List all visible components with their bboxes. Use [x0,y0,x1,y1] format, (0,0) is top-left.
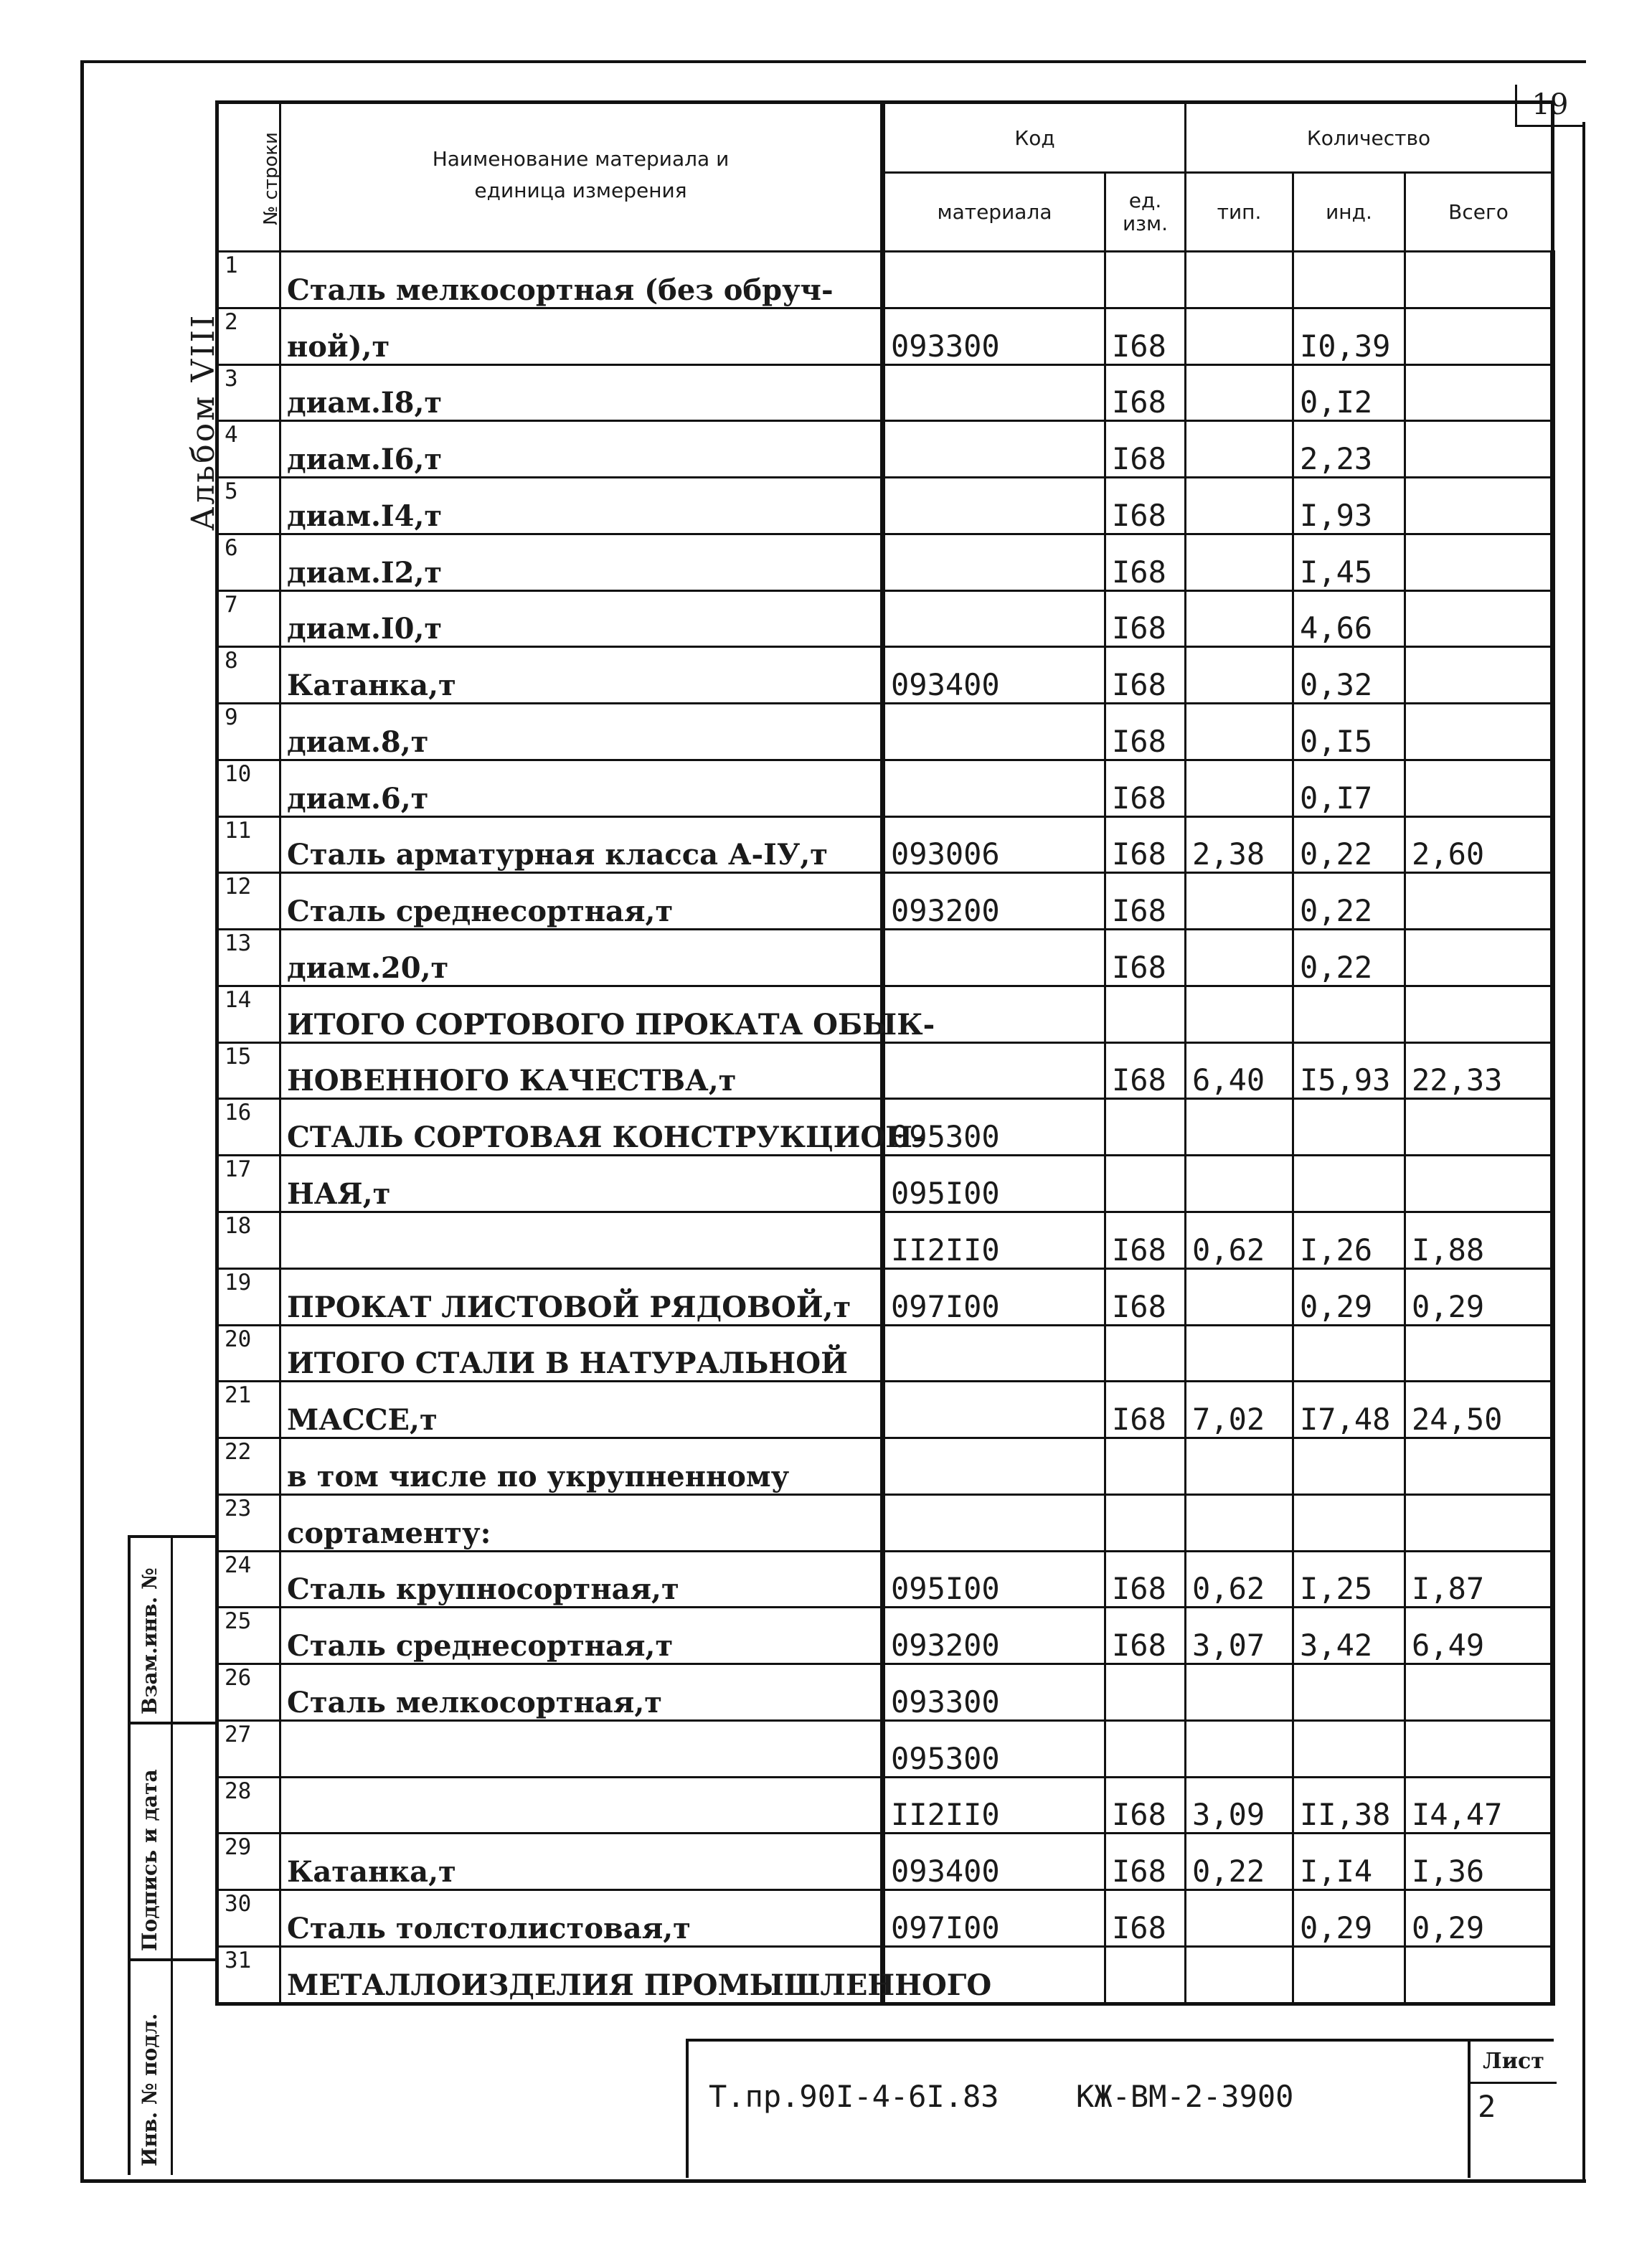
qty-typ [1186,986,1293,1042]
qty-typ [1186,1494,1293,1551]
material-code [883,760,1105,816]
qty-total: 24,50 [1405,1382,1553,1438]
material-code [883,421,1105,478]
unit-code: I68 [1105,1382,1186,1438]
material-name: диам.I2,т [280,534,883,590]
qty-typ [1186,1156,1293,1212]
material-name: Сталь толстолистовая,т [280,1890,883,1947]
table-row [217,1777,1553,1834]
table-row [217,534,1553,590]
table-row [217,704,1553,760]
qty-total [1405,1720,1553,1777]
unit-code [1105,1156,1186,1212]
material-name: ной),т [280,308,883,364]
material-code [883,1494,1105,1551]
stamp-inv-podl: Инв. № подл. [138,2013,161,2166]
table-row [217,1156,1553,1212]
qty-total [1405,534,1553,590]
table-row [217,1720,1553,1777]
qty-typ [1186,873,1293,930]
table-row [217,364,1553,421]
qty-ind: 2,23 [1293,421,1405,478]
qty-typ [1186,760,1293,816]
qty-total [1405,760,1553,816]
unit-code: I68 [1105,421,1186,478]
qty-total [1405,421,1553,478]
qty-typ: 3,07 [1186,1608,1293,1664]
qty-ind [1293,1664,1405,1721]
row-number: 9 [217,704,280,760]
header-ind: инд. [1293,173,1405,252]
qty-typ [1186,421,1293,478]
album-label: Альбом VIII [185,313,222,531]
unit-code [1105,1664,1186,1721]
header-material: материала [883,173,1105,252]
qty-typ: 7,02 [1186,1382,1293,1438]
qty-ind: I,I4 [1293,1834,1405,1890]
row-number: 15 [217,1042,280,1099]
qty-typ [1186,478,1293,534]
row-number: 4 [217,421,280,478]
qty-typ [1186,1946,1293,2004]
header-unit: ед. изм. [1105,173,1186,252]
unit-code: I68 [1105,1212,1186,1269]
material-name: ИТОГО СОРТОВОГО ПРОКАТА ОБЫК- [280,986,883,1042]
unit-code: I68 [1105,1834,1186,1890]
header-name: Наименование материала и единица измерения [280,103,883,252]
material-code: 093200 [883,1608,1105,1664]
material-code: II2II0 [883,1212,1105,1269]
material-name: диам.20,т [280,930,883,986]
qty-typ [1186,1438,1293,1495]
material-name: Катанка,т [280,647,883,704]
row-number: 13 [217,930,280,986]
material-name: Сталь среднесортная,т [280,1608,883,1664]
material-name: Сталь арматурная класса А-IУ,т [280,816,883,873]
table-row [217,590,1553,647]
row-number: 27 [217,1720,280,1777]
material-code [883,1325,1105,1382]
material-name: диам.8,т [280,704,883,760]
row-number: 26 [217,1664,280,1721]
qty-typ [1186,704,1293,760]
header-total: Всего [1405,173,1553,252]
qty-typ [1186,534,1293,590]
material-name [280,1720,883,1777]
row-number: 30 [217,1890,280,1947]
qty-total [1405,930,1553,986]
qty-ind: I,26 [1293,1212,1405,1269]
material-code: 093006 [883,816,1105,873]
table-row [217,873,1553,930]
unit-code: I68 [1105,308,1186,364]
qty-ind: I,93 [1293,478,1405,534]
unit-code: I68 [1105,704,1186,760]
qty-typ [1186,1268,1293,1325]
material-code: 095300 [883,1099,1105,1156]
qty-ind: I5,93 [1293,1042,1405,1099]
table-row [217,1834,1553,1890]
qty-typ [1186,647,1293,704]
qty-ind: 0,22 [1293,816,1405,873]
page-frame-right [1582,122,1585,2179]
qty-ind: 0,29 [1293,1268,1405,1325]
table-row [217,1325,1553,1382]
unit-code [1105,252,1186,308]
stamp-vzam-inv: Взам.инв. № [138,1567,161,1714]
header-row-number: № строки [217,103,280,252]
qty-total: I4,47 [1405,1777,1553,1834]
qty-ind [1293,1946,1405,2004]
table-row [217,1664,1553,1721]
title-block [686,2039,1554,2178]
table-row [217,308,1553,364]
qty-total [1405,1946,1553,2004]
material-name: диам.I8,т [280,364,883,421]
table-row [217,1382,1553,1438]
unit-code: I68 [1105,478,1186,534]
row-number: 16 [217,1099,280,1156]
qty-typ [1186,308,1293,364]
unit-code [1105,1438,1186,1495]
unit-code: I68 [1105,364,1186,421]
qty-ind: I7,48 [1293,1382,1405,1438]
qty-total [1405,364,1553,421]
material-name: НАЯ,т [280,1156,883,1212]
material-name [280,1777,883,1834]
material-code [883,478,1105,534]
qty-total [1405,1494,1553,1551]
qty-typ [1186,1720,1293,1777]
material-code: 097I00 [883,1268,1105,1325]
table-row [217,1494,1553,1551]
material-code [883,364,1105,421]
table-row [217,1042,1553,1099]
table-row [217,478,1553,534]
unit-code [1105,1494,1186,1551]
qty-ind [1293,1156,1405,1212]
qty-typ [1186,590,1293,647]
table-row [217,252,1553,308]
row-number: 31 [217,1946,280,2004]
table-row [217,1212,1553,1269]
qty-total: 6,49 [1405,1608,1553,1664]
material-code: 095300 [883,1720,1105,1777]
unit-code: I68 [1105,1890,1186,1947]
qty-typ: 2,38 [1186,816,1293,873]
material-code: 093300 [883,1664,1105,1721]
row-number: 6 [217,534,280,590]
qty-total [1405,1156,1553,1212]
material-code [883,930,1105,986]
unit-code [1105,986,1186,1042]
material-name: Сталь мелкосортная,т [280,1664,883,1721]
qty-total: I,88 [1405,1212,1553,1269]
row-number: 5 [217,478,280,534]
table-row [217,760,1553,816]
material-name: в том числе по укрупненному [280,1438,883,1495]
qty-ind [1293,1325,1405,1382]
qty-ind: 3,42 [1293,1608,1405,1664]
row-number: 28 [217,1777,280,1834]
qty-ind: 0,I7 [1293,760,1405,816]
material-code [883,1042,1105,1099]
row-number: 22 [217,1438,280,1495]
row-number: 11 [217,816,280,873]
qty-typ: 0,62 [1186,1551,1293,1608]
qty-total [1405,590,1553,647]
qty-ind: 0,I5 [1293,704,1405,760]
row-number: 3 [217,364,280,421]
unit-code: I68 [1105,1608,1186,1664]
unit-code [1105,1946,1186,2004]
qty-ind: II,38 [1293,1777,1405,1834]
qty-total: 2,60 [1405,816,1553,873]
material-name: диам.I0,т [280,590,883,647]
qty-ind: 0,I2 [1293,364,1405,421]
table-row [217,1438,1553,1495]
row-number: 8 [217,647,280,704]
qty-typ [1186,1664,1293,1721]
table-row [217,1946,1553,2004]
qty-total [1405,478,1553,534]
material-code: 093400 [883,1834,1105,1890]
unit-code: I68 [1105,1777,1186,1834]
stamp-podpis-data: Подпись и дата [138,1769,161,1951]
qty-ind [1293,986,1405,1042]
material-name: НОВЕННОГО КАЧЕСТВА,т [280,1042,883,1099]
table-row [217,816,1553,873]
material-name: диам.I4,т [280,478,883,534]
qty-ind: 4,66 [1293,590,1405,647]
qty-ind [1293,1438,1405,1495]
qty-ind: 0,22 [1293,930,1405,986]
material-code: II2II0 [883,1777,1105,1834]
unit-code: I68 [1105,816,1186,873]
qty-ind [1293,252,1405,308]
header-typ: тип. [1186,173,1293,252]
material-name: ПРОКАТ ЛИСТОВОЙ РЯДОВОЙ,т [280,1268,883,1325]
qty-total: 0,29 [1405,1890,1553,1947]
material-code [883,590,1105,647]
material-code: 095I00 [883,1551,1105,1608]
material-name: Сталь среднесортная,т [280,873,883,930]
header-quantity-group: Количество [1186,103,1553,173]
row-number: 29 [217,1834,280,1890]
material-name: Сталь мелкосортная (без обруч- [280,252,883,308]
material-name: диам.6,т [280,760,883,816]
row-number: 20 [217,1325,280,1382]
row-number: 7 [217,590,280,647]
qty-total [1405,1664,1553,1721]
material-code: 093200 [883,873,1105,930]
qty-total [1405,986,1553,1042]
qty-typ [1186,930,1293,986]
row-number: 2 [217,308,280,364]
unit-code: I68 [1105,590,1186,647]
qty-ind [1293,1099,1405,1156]
qty-typ [1186,252,1293,308]
qty-ind: I,45 [1293,534,1405,590]
qty-total: 22,33 [1405,1042,1553,1099]
row-number: 1 [217,252,280,308]
material-name: ИТОГО СТАЛИ В НАТУРАЛЬНОЙ [280,1325,883,1382]
material-code [883,534,1105,590]
unit-code: I68 [1105,930,1186,986]
table-row [217,930,1553,986]
material-code [883,252,1105,308]
sheet-label: Лист [1471,2042,1557,2084]
material-code: 097I00 [883,1890,1105,1947]
sheet-number: 19 [1515,85,1583,127]
unit-code [1105,1720,1186,1777]
unit-code: I68 [1105,873,1186,930]
row-number: 17 [217,1156,280,1212]
qty-typ [1186,1325,1293,1382]
qty-ind: I,25 [1293,1551,1405,1608]
material-name [280,1212,883,1269]
table-row [217,421,1553,478]
qty-total [1405,873,1553,930]
table-row [217,986,1553,1042]
row-number: 23 [217,1494,280,1551]
qty-total [1405,252,1553,308]
row-number: 25 [217,1608,280,1664]
qty-typ: 6,40 [1186,1042,1293,1099]
unit-code [1105,1325,1186,1382]
row-number: 19 [217,1268,280,1325]
qty-typ: 0,22 [1186,1834,1293,1890]
qty-typ [1186,1890,1293,1947]
table-row [217,647,1553,704]
qty-typ [1186,1099,1293,1156]
qty-total [1405,1325,1553,1382]
approval-stamp [128,1535,215,2175]
qty-typ: 3,09 [1186,1777,1293,1834]
unit-code [1105,1099,1186,1156]
unit-code: I68 [1105,1551,1186,1608]
material-name: МЕТАЛЛОИЗДЕЛИЯ ПРОМЫШЛЕННОГО [280,1946,883,2004]
qty-total: I,36 [1405,1834,1553,1890]
material-code: 093300 [883,308,1105,364]
qty-ind: 0,32 [1293,647,1405,704]
qty-total [1405,647,1553,704]
material-name: диам.I6,т [280,421,883,478]
row-number: 24 [217,1551,280,1608]
material-code [883,1382,1105,1438]
material-name: Сталь крупносортная,т [280,1551,883,1608]
row-number: 21 [217,1382,280,1438]
qty-total [1405,1099,1553,1156]
table-row [217,1551,1553,1608]
doc-code: КЖ-ВМ-2-3900 [1076,2079,1294,2114]
unit-code: I68 [1105,647,1186,704]
unit-code: I68 [1105,760,1186,816]
material-name: МАССЕ,т [280,1382,883,1438]
doc-reference: Т.пр.90I-4-6I.83 [709,2079,999,2114]
qty-total [1405,308,1553,364]
unit-code: I68 [1105,1042,1186,1099]
qty-typ: 0,62 [1186,1212,1293,1269]
header-code-group: Код [883,103,1186,173]
unit-code: I68 [1105,534,1186,590]
material-name: сортаменту: [280,1494,883,1551]
table-row [217,1099,1553,1156]
material-code [883,1438,1105,1495]
material-name: СТАЛЬ СОРТОВАЯ КОНСТРУКЦИОН- [280,1099,883,1156]
row-number: 14 [217,986,280,1042]
row-number: 10 [217,760,280,816]
table-row [217,1608,1553,1664]
row-number: 12 [217,873,280,930]
sheet-page-number: 2 [1478,2089,1496,2124]
qty-ind [1293,1720,1405,1777]
row-number: 18 [217,1212,280,1269]
material-code: 095I00 [883,1156,1105,1212]
qty-total: I,87 [1405,1551,1553,1608]
table-row [217,1268,1553,1325]
qty-total: 0,29 [1405,1268,1553,1325]
material-name: Катанка,т [280,1834,883,1890]
qty-total [1405,704,1553,760]
qty-total [1405,1438,1553,1495]
qty-ind [1293,1494,1405,1551]
material-code [883,704,1105,760]
material-code: 093400 [883,647,1105,704]
materials-table [215,100,1555,2006]
table-row [217,1890,1553,1947]
sheet-box [1468,2042,1557,2178]
qty-typ [1186,364,1293,421]
qty-ind: 0,29 [1293,1890,1405,1947]
qty-ind: I0,39 [1293,308,1405,364]
unit-code: I68 [1105,1268,1186,1325]
qty-ind: 0,22 [1293,873,1405,930]
